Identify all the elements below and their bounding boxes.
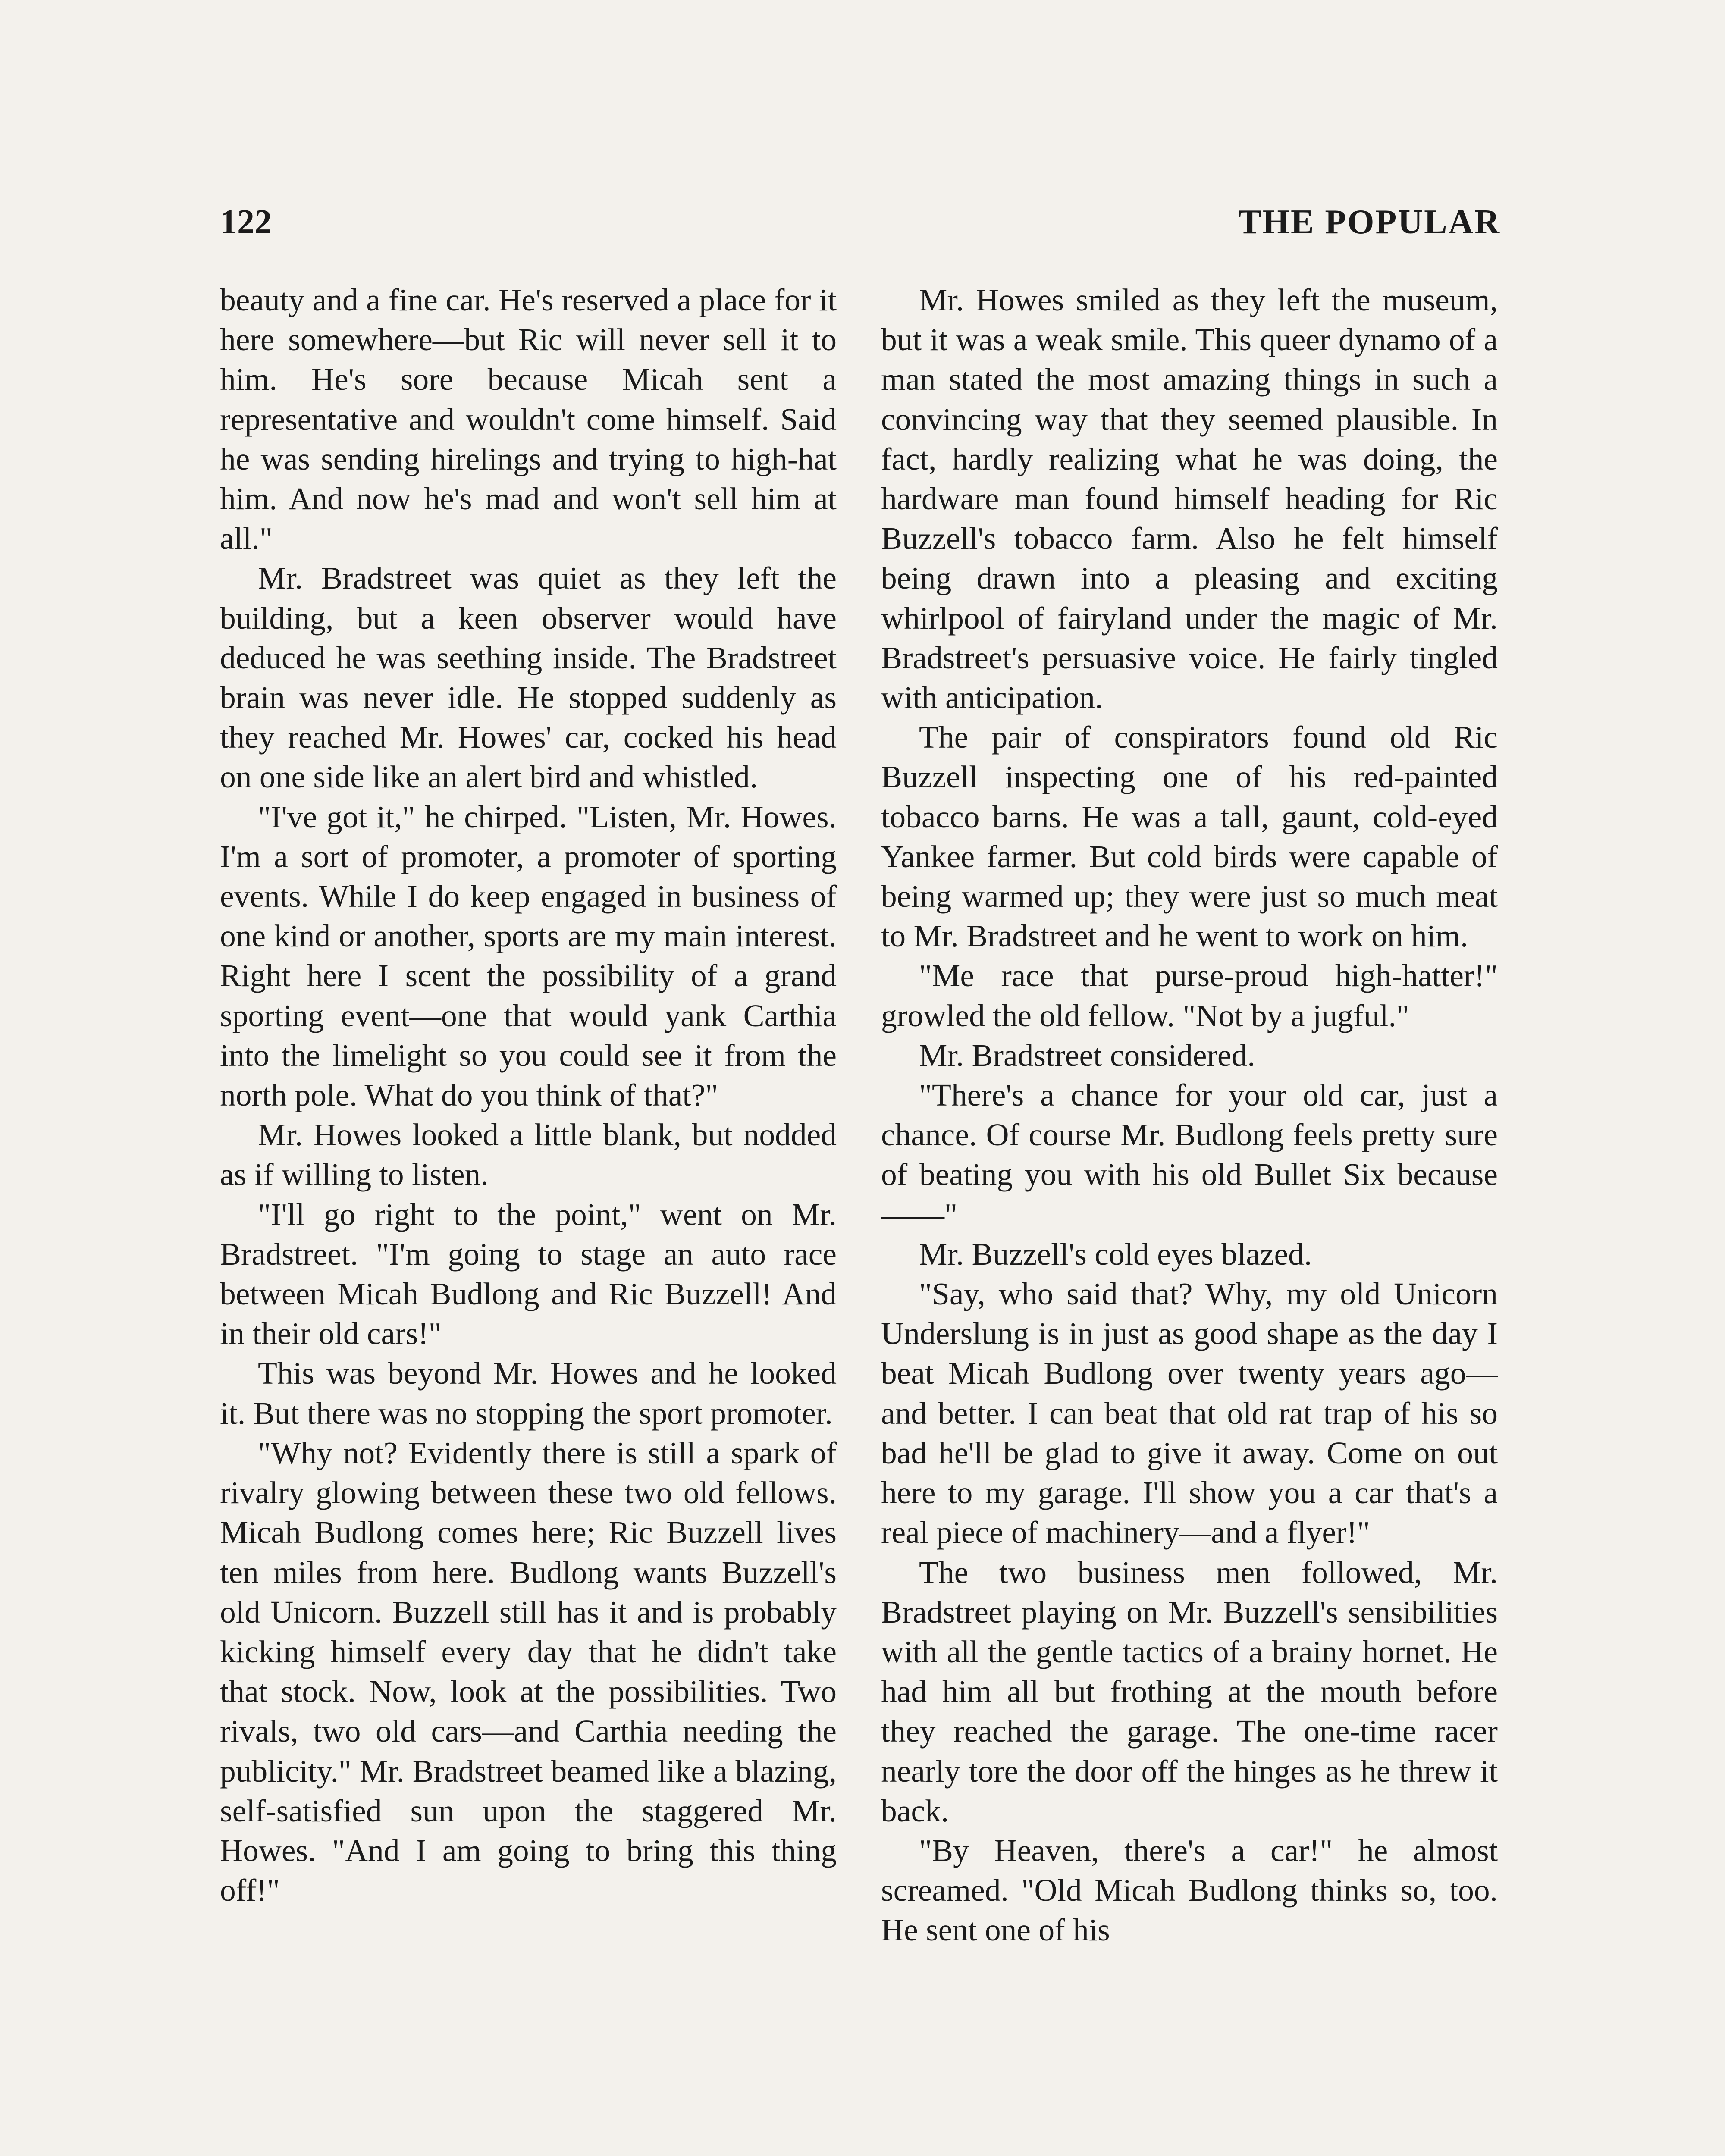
paragraph: Mr. Howes smiled as they left the museum, but it was a weak smile. This queer dynamo of a man stated the most amazing things in such a convincing way that they seemed plausible. In fact, hardly realizing what he was doing, the hardware man found himself heading for Ric Buzzell's tobacco farm. Also he felt himself being drawn into a pleasing and exciting whirlpool of fairyland under the magic of Mr. Bradstreet's persuasive voice. He fairly tingled with anticipation.	[881, 282, 1498, 715]
paragraph: "There's a chance for your old car, just a chance. Of course Mr. Budlong feels pretty sure of beating you with his old Bullet Six because——"	[881, 1078, 1498, 1232]
paragraph: "By Heaven, there's a car!" he almost screamed. "Old Micah Budlong thinks so, too. He sent one of his	[881, 1833, 1498, 1948]
paragraph: beauty and a fine car. He's reserved a place for it here somewhere—but Ric will never sell it to him. He's sore because Micah sent a representative and wouldn't come himself. Said he was sending hirelings and trying to high-hat him. And now he's mad and won't sell him at all."	[220, 282, 837, 556]
left-column	[220, 280, 837, 1910]
page-header	[220, 196, 1501, 248]
paragraph: Mr. Howes looked a little blank, but nodded as if willing to listen.	[220, 1117, 837, 1192]
right-column	[881, 280, 1498, 1950]
paragraph: "Me race that purse-proud high-hatter!" growled the old fellow. "Not by a jugful."	[881, 958, 1498, 1033]
paragraph: "I've got it," he chirped. "Listen, Mr. Howes. I'm a sort of promoter, a promoter of sporting events. While I do keep engaged in business of one kind or another, sports are my main interest. Right here I scent the possibility of a grand sporting event—one that would yank Carthia into the limelight so you could see it from the north pole. What do you think of that?"	[220, 799, 837, 1113]
running-head: THE POPULAR	[1238, 203, 1501, 241]
paragraph: This was beyond Mr. Howes and he looked it. But there was no stopping the sport promoter.	[220, 1356, 837, 1431]
paragraph: "Why not? Evidently there is still a spark of rivalry glowing between these two old fellows. Micah Budlong comes here; Ric Buzzell lives ten miles from here. Budlong wants Buzzell's old Unicorn. Buzzell still has it and is probably kicking himself every day that he didn't take that stock. Now, look at the possibilities. Two rivals, two old cars—and Carthia needing the publicity." Mr. Bradstreet beamed like a blazing, self-satisfied sun upon the staggered Mr. Howes. "And I am going to bring this thing off!"	[220, 1435, 837, 1908]
paragraph: Mr. Bradstreet considered.	[919, 1037, 1255, 1073]
paragraph: Mr. Buzzell's cold eyes blazed.	[919, 1236, 1312, 1272]
paragraph: "Say, who said that? Why, my old Unicorn Underslung is in just as good shape as the day I beat Micah Budlong over twenty years ago—and better. I can beat that old rat trap of his so bad he'll be glad to give it away. Come on out here to my garage. I'll show you a car that's a real piece of machinery—and a flyer!"	[881, 1276, 1498, 1550]
page-number: 122	[220, 203, 272, 241]
paragraph: "I'll go right to the point," went on Mr. Bradstreet. "I'm going to stage an auto race between Micah Budlong and Ric Buzzell! And in their old cars!"	[220, 1197, 837, 1351]
paragraph: The two business men followed, Mr. Bradstreet playing on Mr. Buzzell's sensibilities with all the gentle tactics of a brainy hornet. He had him all but frothing at the mouth before they reached the garage. The one-time racer nearly tore the door off the hinges as he threw it back.	[881, 1554, 1498, 1828]
paragraph: The pair of conspirators found old Ric Buzzell inspecting one of his red-painted tobacco barns. He was a tall, gaunt, cold-eyed Yankee farmer. But cold birds were capable of being warmed up; they were just so much meat to Mr. Bradstreet and he went to work on him.	[881, 720, 1498, 954]
paragraph: Mr. Bradstreet was quiet as they left the building, but a keen observer would have deduced he was seething inside. The Bradstreet brain was never idle. He stopped suddenly as they reached Mr. Howes' car, cocked his head on one side like an alert bird and whistled.	[220, 561, 837, 795]
